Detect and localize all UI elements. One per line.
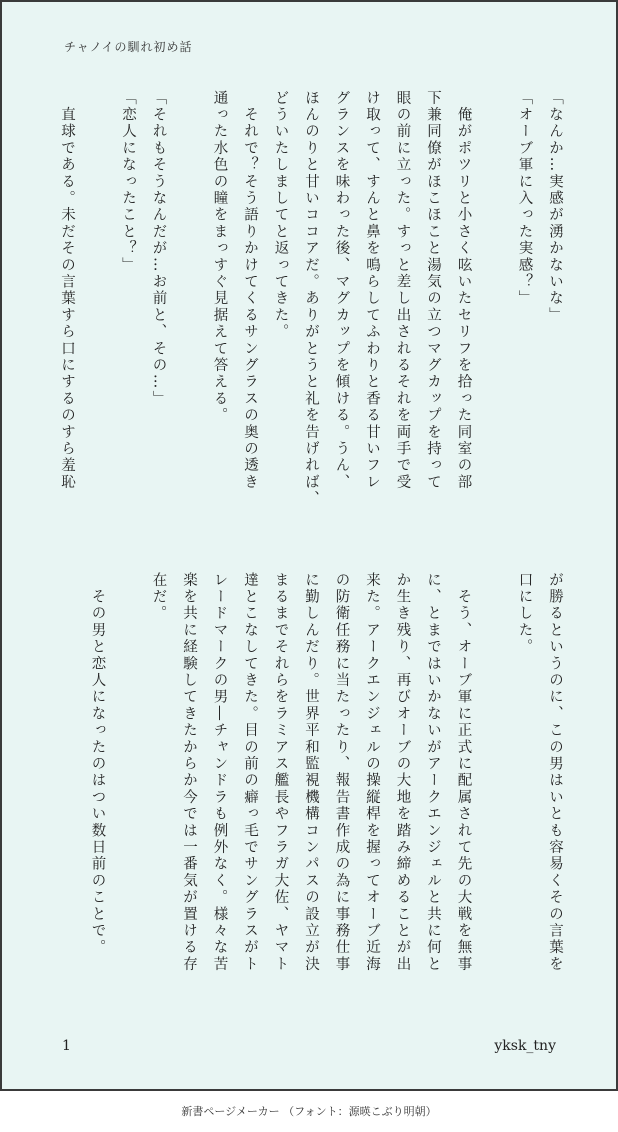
- text-line: レードマークの男―チャンドラも例外なく。様々な苦: [211, 572, 228, 973]
- text-line: 達とこなしてきた。目の前の癖っ毛でサングラスがト: [242, 572, 258, 973]
- text-line: [479, 90, 510, 530]
- text-line: グランスを味わった後、マグカップを傾ける。うん、: [333, 90, 350, 491]
- page-header-title: チャノイの馴れ初め話: [64, 40, 193, 54]
- text-line: が勝るというのに、この男はいとも容易くその言葉を: [547, 572, 563, 973]
- text-line: 来た。アークエンジェルの操縦桿を握ってオーブ近海: [364, 572, 380, 973]
- text-line: 「恋人になったこと？」: [120, 90, 136, 274]
- text-line: け取って、すんと鼻を鳴らしてふわりと香る甘いフレ: [364, 90, 380, 491]
- text-line: [174, 90, 205, 530]
- text-line: 在だ。: [150, 572, 167, 623]
- footer-credit: 新書ページメーカー （フォント：源暎こぶり明朝）: [181, 1105, 437, 1118]
- text-line: それで？そう語りかけてくるサングラスの奥の透き: [242, 90, 258, 491]
- vertical-text-block-top: [52, 90, 571, 530]
- page-number: 1: [62, 1038, 71, 1054]
- text-line: 下兼同僚がほこほこと湯気の立つマグカップを持って: [425, 90, 441, 491]
- text-line: 口にした。: [516, 572, 533, 656]
- text-line: 直球である。未だその言葉すら口にするのすら羞恥: [59, 90, 75, 491]
- text-line: 眼の前に立った。すっと差し出されるそれを両手で受: [394, 90, 411, 491]
- text-line: [479, 572, 510, 1012]
- vertical-text-block-bottom: [82, 572, 570, 1012]
- text-line: 「それもそうなんだが…お前と、その…」: [150, 90, 167, 408]
- text-line: 俺がポツリと小さく呟いたセリフを拾った同室の部: [455, 90, 472, 491]
- text-line: か生き残り、再びオーブの大地を踏み締めることが出: [394, 572, 411, 973]
- text-line: その男と恋人になったのはつい数日前のことで。: [89, 572, 106, 957]
- author-name: yksk_tny: [494, 1038, 556, 1054]
- text-line: に勤しんだり。世界平和監視機構コンパスの設立が決: [303, 572, 319, 973]
- text-line: に、とまではいかないがアークエンジェルと共に何と: [425, 572, 441, 973]
- text-line: まるまでそれらをラミアス艦長やフラガ大佐、ヤマト: [272, 572, 289, 973]
- text-line: 楽を共に経験してきたからか今では一番気が置ける存: [181, 572, 197, 973]
- text-line: の防衛任務に当たったり、報告書作成の為に事務仕事: [333, 572, 350, 973]
- text-line: [113, 572, 144, 1012]
- text-line: [82, 90, 113, 530]
- text-line: 「オーブ軍に入った実感？」: [516, 90, 533, 308]
- text-line: 「なんか…実感が湧かないな」: [547, 90, 563, 324]
- text-line: 通った水色の瞳をまっすぐ見据えて答える。: [211, 90, 228, 424]
- text-line: そう、オーブ軍に正式に配属されて先の大戦を無事: [455, 572, 472, 973]
- text-line: どういたしましてと返ってきた。: [272, 90, 289, 341]
- text-line: ほんのりと甘いココアだ。ありがとうと礼を告げれば、: [303, 90, 319, 508]
